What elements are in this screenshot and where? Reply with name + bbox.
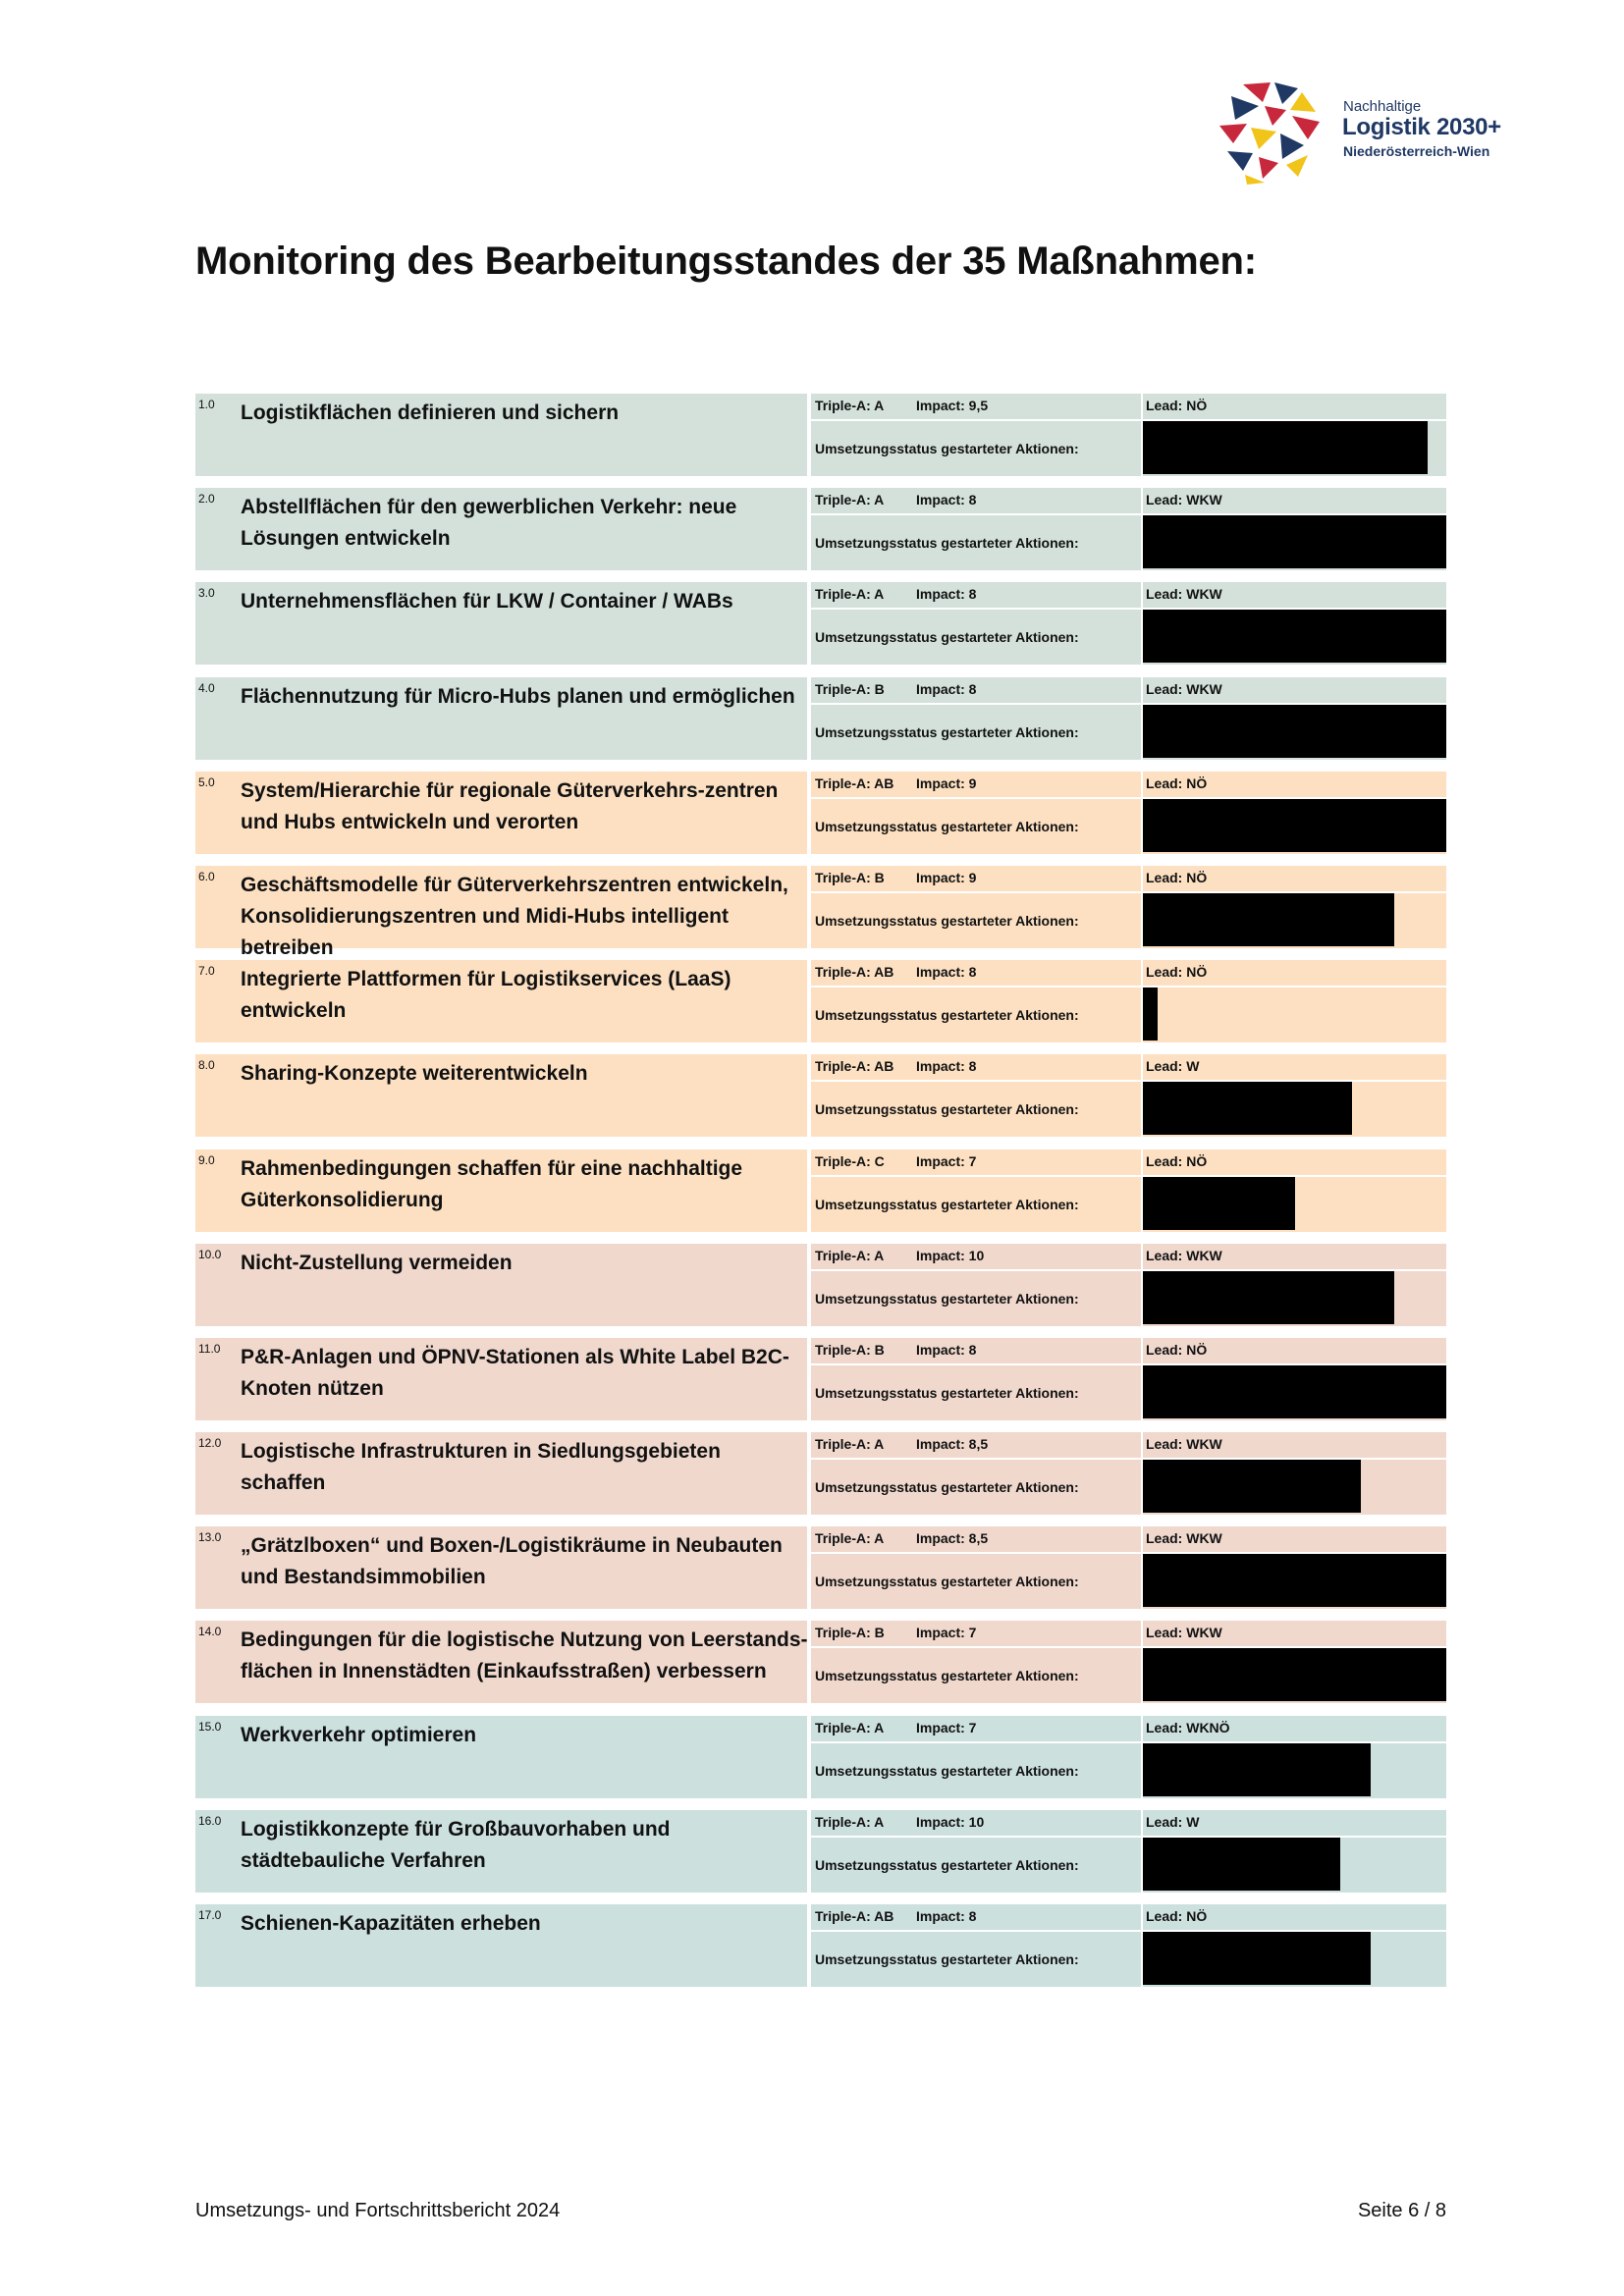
measure-rating: [811, 1904, 1141, 1930]
status-label: Umsetzungsstatus gestarteter Aktionen:: [815, 912, 1079, 929]
status-cell: [811, 799, 1141, 854]
measure-cell: [195, 1621, 807, 1703]
lead-label: Lead: NÖ: [1146, 964, 1208, 981]
measure-title: P&R-Anlagen und ÖPNV-Stationen als White Label B2C-Knoten nützen: [241, 1345, 789, 1400]
measure-cell: [195, 1149, 807, 1232]
measure-cell: [195, 1432, 807, 1515]
measure-row: [195, 1904, 1446, 1987]
progress-bar: [1143, 1365, 1446, 1418]
status-label: Umsetzungsstatus gestarteter Aktionen:: [815, 1856, 1079, 1873]
measure-title: Logistikflächen definieren und sichern: [241, 401, 620, 424]
measure-title: Unternehmensflächen für LKW / Container / WABs: [241, 590, 733, 614]
measure-rating: [811, 1526, 1141, 1552]
measure-number: 15.0: [198, 1719, 222, 1734]
status-label: Umsetzungsstatus gestarteter Aktionen:: [815, 1762, 1079, 1779]
progress-cell: [1143, 705, 1446, 760]
measure-row: [195, 1810, 1446, 1893]
progress-bar: [1143, 1460, 1361, 1513]
triple-a-label: Triple-A: A: [815, 492, 885, 508]
triple-a-label: Triple-A: AB: [815, 774, 894, 791]
lead-cell: [1143, 488, 1446, 513]
measure-rating: [811, 960, 1141, 986]
progress-cell: [1143, 1177, 1446, 1232]
status-label: Umsetzungsstatus gestarteter Aktionen:: [815, 818, 1079, 834]
impact-label: Impact: 8,5: [916, 1436, 989, 1453]
status-label: Umsetzungsstatus gestarteter Aktionen:: [815, 441, 1079, 456]
status-cell: [811, 1932, 1141, 1987]
impact-label: Impact: 8: [916, 680, 977, 697]
status-cell: [811, 610, 1141, 665]
measure-row: [195, 866, 1446, 959]
lead-cell: [1143, 866, 1446, 891]
measure-cell: [195, 582, 807, 665]
impact-label: Impact: 8: [916, 492, 977, 508]
lead-cell: [1143, 1810, 1446, 1836]
measure-number: 8.0: [198, 1058, 215, 1073]
measure-number: 13.0: [198, 1530, 222, 1545]
measures-table: [195, 394, 1446, 1999]
status-cell: [811, 1365, 1141, 1420]
measure-row: [195, 394, 1446, 476]
measure-title: Geschäftsmodelle für Güterverkehrszentren entwickeln, Konsolidierungszentren und Midi-Hubs intelligent betreiben: [241, 873, 788, 959]
impact-label: Impact: 9: [916, 774, 977, 791]
measure-title: System/Hierarchie für regionale Güterverkehrs-zentren und Hubs entwickeln und verorten: [241, 778, 779, 833]
measure-cell: [195, 488, 807, 570]
status-cell: [811, 893, 1141, 948]
impact-label: Impact: 9: [916, 869, 977, 885]
measure-title: Sharing-Konzepte weiterentwickeln: [241, 1062, 588, 1086]
lead-label: Lead: NÖ: [1146, 774, 1208, 791]
triple-a-label: Triple-A: B: [815, 1625, 885, 1641]
triple-a-label: Triple-A: A: [815, 1436, 885, 1453]
lead-label: Lead: NÖ: [1146, 869, 1208, 885]
measure-number: 2.0: [198, 492, 215, 507]
impact-label: Impact: 8,5: [916, 1530, 989, 1547]
measure-rating: [811, 1338, 1141, 1363]
status-label: Umsetzungsstatus gestarteter Aktionen:: [815, 1384, 1079, 1401]
lead-label: Lead: WKW: [1146, 1625, 1222, 1641]
status-cell: [811, 1838, 1141, 1893]
measure-rating: [811, 582, 1141, 608]
measure-cell: [195, 394, 807, 476]
lead-cell: [1143, 1149, 1446, 1175]
measure-cell: [195, 960, 807, 1042]
measure-cell: [195, 1338, 807, 1420]
measure-row: [195, 1621, 1446, 1703]
measure-row: [195, 1716, 1446, 1798]
progress-cell: [1143, 1460, 1446, 1515]
triple-a-label: Triple-A: B: [815, 869, 885, 885]
status-cell: [811, 1082, 1141, 1137]
status-cell: [811, 1460, 1141, 1515]
impact-label: Impact: 7: [916, 1625, 977, 1641]
status-label: Umsetzungsstatus gestarteter Aktionen:: [815, 1668, 1079, 1684]
measure-cell: [195, 1904, 807, 1987]
measure-row: [195, 1054, 1446, 1137]
impact-label: Impact: 8: [916, 1058, 977, 1075]
measure-rating: [811, 394, 1141, 419]
measure-number: 3.0: [198, 586, 215, 601]
progress-bar: [1143, 988, 1158, 1041]
status-label: Umsetzungsstatus gestarteter Aktionen:: [815, 1951, 1079, 1967]
lead-label: Lead: WKW: [1146, 1530, 1222, 1547]
measure-number: 12.0: [198, 1436, 222, 1451]
progress-bar: [1143, 1932, 1371, 1985]
measure-rating: [811, 488, 1141, 513]
triple-a-label: Triple-A: A: [815, 1719, 885, 1735]
footer-page-number: Seite 6 / 8: [1357, 2200, 1446, 2221]
measure-title: Werkverkehr optimieren: [241, 1723, 477, 1746]
measure-number: 16.0: [198, 1813, 222, 1828]
measure-cell: [195, 1054, 807, 1137]
measure-cell: [195, 677, 807, 760]
lead-label: Lead: NÖ: [1146, 1341, 1208, 1358]
impact-label: Impact: 10: [916, 1813, 985, 1830]
status-cell: [811, 1554, 1141, 1609]
progress-bar: [1143, 1177, 1295, 1230]
status-label: Umsetzungsstatus gestarteter Aktionen:: [815, 1101, 1079, 1118]
progress-cell: [1143, 421, 1446, 476]
status-label: Umsetzungsstatus gestarteter Aktionen:: [815, 535, 1079, 552]
measure-title: Logistikkonzepte für Großbauvorhaben und städtebauliche Verfahren: [241, 1817, 671, 1872]
lead-cell: [1143, 960, 1446, 986]
measure-rating: [811, 677, 1141, 703]
status-label: Umsetzungsstatus gestarteter Aktionen:: [815, 629, 1079, 646]
status-label: Umsetzungsstatus gestarteter Aktionen:: [815, 1196, 1079, 1212]
status-label: Umsetzungsstatus gestarteter Aktionen:: [815, 1574, 1079, 1590]
measure-cell: [195, 1810, 807, 1893]
lead-label: Lead: WKW: [1146, 1436, 1222, 1453]
measure-row: [195, 677, 1446, 760]
status-label: Umsetzungsstatus gestarteter Aktionen:: [815, 1007, 1079, 1024]
logo-emblem-icon: [1214, 77, 1324, 187]
measure-title: Logistische Infrastrukturen in Siedlungsgebieten schaffen: [241, 1440, 721, 1495]
measure-cell: [195, 1526, 807, 1609]
progress-bar: [1143, 1271, 1394, 1324]
measure-row: [195, 960, 1446, 1042]
triple-a-label: Triple-A: C: [815, 1152, 885, 1169]
triple-a-label: Triple-A: A: [815, 1247, 885, 1263]
footer-report-title: Umsetzungs- und Fortschrittsbericht 2024: [195, 2200, 561, 2221]
triple-a-label: Triple-A: A: [815, 398, 885, 413]
progress-bar: [1143, 893, 1394, 946]
status-cell: [811, 1648, 1141, 1703]
measure-row: [195, 1526, 1446, 1609]
progress-cell: [1143, 799, 1446, 854]
triple-a-label: Triple-A: B: [815, 680, 885, 697]
measure-rating: [811, 1149, 1141, 1175]
progress-cell: [1143, 610, 1446, 665]
measure-row: [195, 772, 1446, 854]
measure-number: 11.0: [198, 1341, 221, 1356]
lead-cell: [1143, 772, 1446, 797]
lead-cell: [1143, 1054, 1446, 1080]
measure-rating: [811, 772, 1141, 797]
lead-label: Lead: WKW: [1146, 680, 1222, 697]
measure-number: 7.0: [198, 964, 215, 979]
lead-cell: [1143, 1244, 1446, 1269]
impact-label: Impact: 8: [916, 1341, 977, 1358]
progress-cell: [1143, 1554, 1446, 1609]
measure-number: 14.0: [198, 1625, 222, 1639]
impact-label: Impact: 7: [916, 1152, 977, 1169]
lead-label: Lead: NÖ: [1146, 1908, 1208, 1924]
progress-bar: [1143, 705, 1446, 758]
measure-rating: [811, 1432, 1141, 1458]
measure-row: [195, 1244, 1446, 1326]
status-label: Umsetzungsstatus gestarteter Aktionen:: [815, 1479, 1079, 1496]
measure-number: 4.0: [198, 680, 215, 695]
lead-label: Lead: WKW: [1146, 1247, 1222, 1263]
triple-a-label: Triple-A: A: [815, 1530, 885, 1547]
progress-cell: [1143, 515, 1446, 570]
lead-label: Lead: WKNÖ: [1146, 1719, 1230, 1735]
lead-cell: [1143, 1338, 1446, 1363]
lead-cell: [1143, 582, 1446, 608]
lead-label: Lead: NÖ: [1146, 1152, 1208, 1169]
measure-cell: [195, 866, 807, 959]
measure-cell: [195, 1716, 807, 1798]
measure-rating: [811, 1054, 1141, 1080]
lead-label: Lead: W: [1146, 1813, 1200, 1830]
triple-a-label: Triple-A: AB: [815, 1908, 894, 1924]
logo: [1214, 77, 1508, 187]
triple-a-label: Triple-A: AB: [815, 964, 894, 981]
page-title: Monitoring des Bearbeitungsstandes der 35 Maßnahmen:: [195, 240, 1257, 283]
measure-rating: [811, 1810, 1141, 1836]
measure-title: Nicht-Zustellung vermeiden: [241, 1251, 513, 1274]
status-label: Umsetzungsstatus gestarteter Aktionen:: [815, 1290, 1079, 1307]
impact-label: Impact: 8: [916, 964, 977, 981]
progress-bar: [1143, 1082, 1352, 1135]
measure-cell: [195, 1244, 807, 1326]
progress-cell: [1143, 893, 1446, 948]
progress-bar: [1143, 1648, 1446, 1701]
progress-bar: [1143, 1838, 1340, 1891]
measure-row: [195, 1432, 1446, 1515]
lead-cell: [1143, 1432, 1446, 1458]
measure-number: 6.0: [198, 869, 215, 883]
progress-cell: [1143, 988, 1446, 1042]
progress-cell: [1143, 1932, 1446, 1987]
measure-row: [195, 1149, 1446, 1232]
lead-cell: [1143, 677, 1446, 703]
measure-title: Rahmenbedingungen schaffen für eine nachhaltige Güterkonsolidierung: [241, 1156, 743, 1211]
measure-title: Integrierte Plattformen für Logistikservices (LaaS) entwickeln: [241, 968, 731, 1023]
lead-cell: [1143, 1904, 1446, 1930]
impact-label: Impact: 8: [916, 586, 977, 603]
lead-cell: [1143, 394, 1446, 419]
progress-cell: [1143, 1648, 1446, 1703]
progress-cell: [1143, 1271, 1446, 1326]
measure-title: Flächennutzung für Micro-Hubs planen und ermöglichen: [241, 684, 795, 708]
progress-bar: [1143, 610, 1446, 663]
triple-a-label: Triple-A: A: [815, 586, 885, 603]
measure-row: [195, 488, 1446, 570]
progress-cell: [1143, 1838, 1446, 1893]
measure-cell: [195, 772, 807, 854]
lead-cell: [1143, 1716, 1446, 1741]
logo-line-3: Niederösterreich-Wien: [1343, 143, 1490, 159]
status-cell: [811, 1271, 1141, 1326]
impact-label: Impact: 9,5: [916, 398, 989, 413]
triple-a-label: Triple-A: B: [815, 1341, 885, 1358]
status-cell: [811, 515, 1141, 570]
progress-bar: [1143, 421, 1428, 474]
lead-label: Lead: W: [1146, 1058, 1200, 1075]
logo-line-2: Logistik 2030+: [1342, 114, 1501, 140]
status-label: Umsetzungsstatus gestarteter Aktionen:: [815, 723, 1079, 740]
triple-a-label: Triple-A: AB: [815, 1058, 894, 1075]
impact-label: Impact: 8: [916, 1908, 977, 1924]
status-cell: [811, 421, 1141, 476]
measure-title: „Grätzlboxen“ und Boxen-/Logistikräume in Neubauten und Bestandsimmobilien: [241, 1534, 783, 1589]
status-cell: [811, 1177, 1141, 1232]
lead-label: Lead: WKW: [1146, 492, 1222, 508]
impact-label: Impact: 10: [916, 1247, 985, 1263]
lead-cell: [1143, 1526, 1446, 1552]
measure-title: Schienen-Kapazitäten erheben: [241, 1912, 541, 1935]
measure-number: 5.0: [198, 774, 215, 789]
logo-line-1: Nachhaltige: [1343, 98, 1422, 115]
measure-row: [195, 1338, 1446, 1420]
measure-rating: [811, 1621, 1141, 1646]
progress-bar: [1143, 1554, 1446, 1607]
status-cell: [811, 705, 1141, 760]
triple-a-label: Triple-A: A: [815, 1813, 885, 1830]
progress-cell: [1143, 1082, 1446, 1137]
progress-cell: [1143, 1365, 1446, 1420]
status-cell: [811, 988, 1141, 1042]
progress-bar: [1143, 515, 1446, 568]
measure-rating: [811, 866, 1141, 891]
measure-title: Abstellflächen für den gewerblichen Verkehr: neue Lösungen entwickeln: [241, 496, 737, 551]
progress-cell: [1143, 1743, 1446, 1798]
status-cell: [811, 1743, 1141, 1798]
progress-bar: [1143, 799, 1446, 852]
measure-number: 1.0: [198, 398, 215, 411]
measure-rating: [811, 1716, 1141, 1741]
lead-cell: [1143, 1621, 1446, 1646]
measure-title: Bedingungen für die logistische Nutzung von Leerstands-flächen in Innenstädten (Einkaufsstraßen) verbessern: [241, 1629, 808, 1683]
lead-label: Lead: WKW: [1146, 586, 1222, 603]
measure-rating: [811, 1244, 1141, 1269]
impact-label: Impact: 7: [916, 1719, 977, 1735]
lead-label: Lead: NÖ: [1146, 398, 1208, 413]
measure-number: 10.0: [198, 1247, 222, 1261]
measure-number: 17.0: [198, 1908, 222, 1922]
measure-row: [195, 582, 1446, 665]
measure-number: 9.0: [198, 1152, 215, 1167]
progress-bar: [1143, 1743, 1371, 1796]
